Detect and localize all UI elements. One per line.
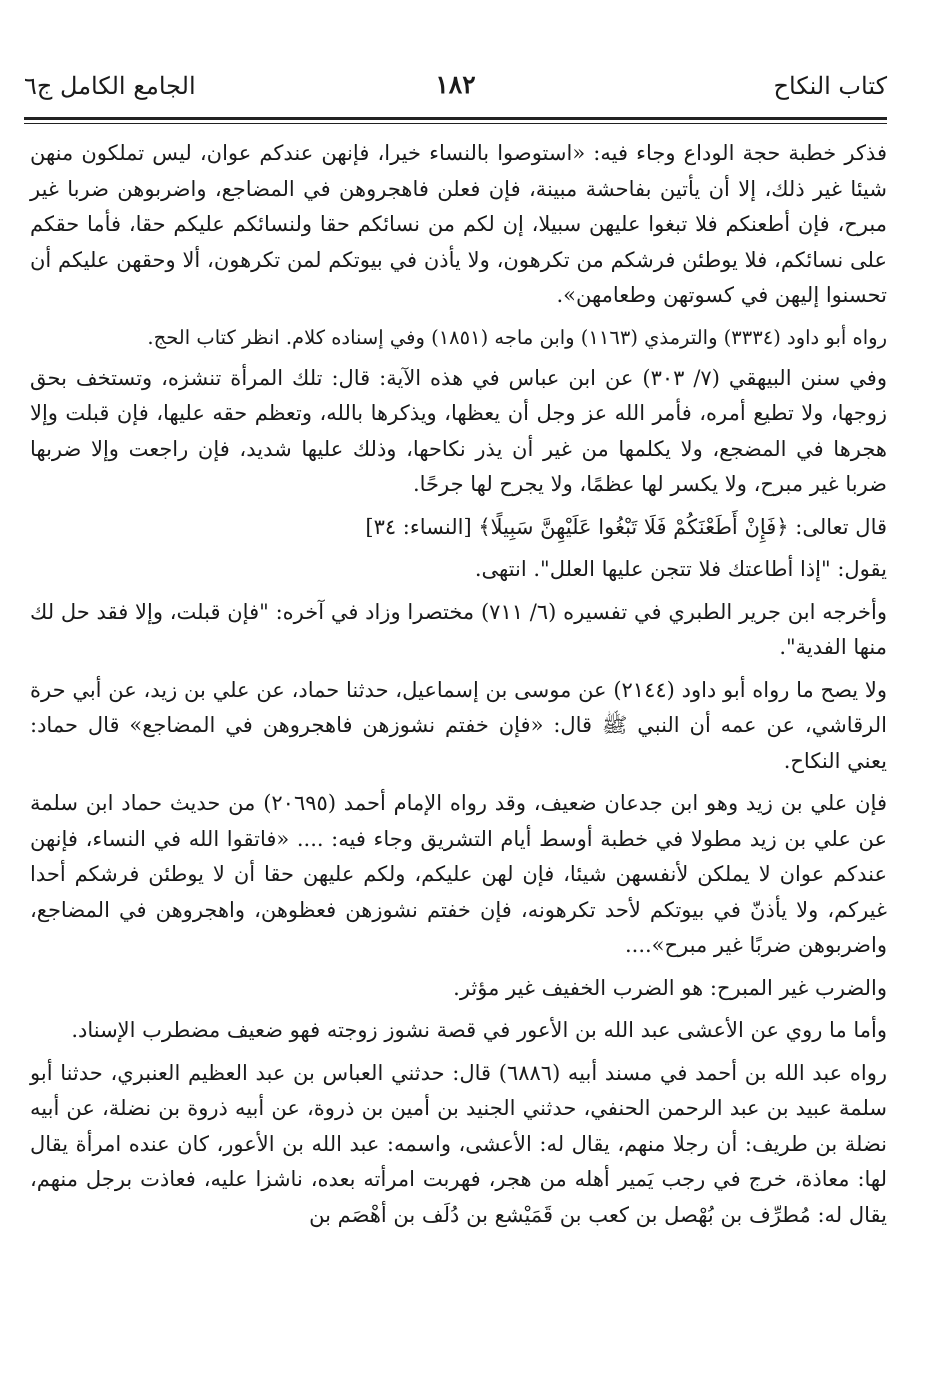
paragraph: وأخرجه ابن جرير الطبري في تفسيره (٦/ ٧١١) مختصرا وزاد في آخره: "فإن قبلت، وإلا فقد حل لك منها الفدية". <box>30 599 887 659</box>
series-title: الجامع الكامل ج٦ <box>24 72 196 100</box>
paragraph-verse: قال تعالى: ﴿فَإِنْ أَطَعْنَكُمْ فَلَا تَبْغُوا عَلَيْهِنَّ سَبِيلًا﴾ [النساء: ٣٤] <box>365 514 887 539</box>
paragraph: والضرب غير المبرح: هو الضرب الخفيف غير مؤثر. <box>453 975 887 1000</box>
header-rule-thick <box>24 117 887 120</box>
page-header <box>24 62 887 116</box>
book-title: كتاب النكاح <box>773 72 887 100</box>
paragraph: وأما ما روي عن الأعشى عبد الله بن الأعور في قصة نشوز زوجته فهو ضعيف مضطرب الإسناد. <box>71 1018 887 1042</box>
paragraph: فذكر خطبة حجة الوداع وجاء فيه: «استوصوا بالنساء خيرا، فإنهن عندكم عوان، ليس تملكون منهن شيئا غير ذلك، إلا أن يأتين بفاحشة مبينة، فإن فعلن فاهجروهن في المضاجع، واضربوهن ضربا غير مبرح، فإن أطعنكم فلا تبغوا عليهن سبيلا، إن لكم من نسائكم حقا ولنسائكم عليكم حقا، فأما حقكم على نسائكم، فلا يوطئن فرشكم من تكرهون، ولا يأذن في بيوتكم لمن تكرهون، ألا وحقهن عليكم أن تحسنوا إليهن في كسوتهن وطعامهن». <box>30 141 887 307</box>
paragraph: ولا يصح ما رواه أبو داود (٢١٤٤) عن موسى بن إسماعيل، حدثنا حماد، عن علي بن زيد، عن أبي حرة الرقاشي، عن عمه أن النبي ﷺ قال: «فإن خفتم نشوزهن فاهجروهن في المضاجع» قال حماد: يعني النكاح. <box>30 677 888 773</box>
page-body <box>30 136 887 1240</box>
header-rule-thin <box>24 123 887 124</box>
paragraph: رواه عبد الله بن أحمد في مسند أبيه (٦٨٨٦) قال: حدثني العباس بن عبد العظيم العنبري، حدثنا أبو سلمة عبيد بن عبد الرحمن الحنفي، حدثني الجنيد بن أمين بن ذروة، عن أبيه ذروة بن نضلة، عن أبيه نضلة بن طريف: أن رجلا منهم، يقال له: الأعشى، واسمه: عبد الله بن الأعور، كان عنده امرأة يقال لها: معاذة، خرج في رجب يَمير أهله من هجر، فهربت امرأته بعده، ناشزا عليه، فعاذت برجل منهم، يقال له: مُطرِّف بن بُهْصل بن كعب بن قَمَيْشع بن دُلَف بن أهْصَم بن <box>30 1060 887 1227</box>
page-number: ١٨٢ <box>435 70 476 99</box>
paragraph: وفي سنن البيهقي (٧/ ٣٠٣) عن ابن عباس في هذه الآية: قال: تلك المرأة تنشزه، وتستخف بحق زوجها، ولا تطيع أمره، فأمر الله عز وجل أن يعظها، ويذكرها بالله، وتعظم حقه عليها، فإن قبلت وإلا هجرها في المضجع، ولا يكلمها من غير أن يذر نكاحها، وذلك عليها شديد، فإن راجعت وإلا ضربها ضربا غير مبرح، ولا يكسر لها عظمًا، ولا يجرح لها جرحًا. <box>30 365 887 496</box>
paragraph: يقول: "إذا أطاعتك فلا تتجن عليها العلل". انتهى. <box>474 557 887 581</box>
paragraph: فإن علي بن زيد وهو ابن جدعان ضعيف، وقد رواه الإمام أحمد (٢٠٦٩٥) من حديث حماد ابن سلمة عن علي بن زيد مطولا في خطبة أوسط أيام التشريق وجاء فيه: .... «فاتقوا الله في النساء، فإنهن عندكم عوان لا يملكن لأنفسهن شيئا، فإن لهن عليكم، ولكم عليهن حقا أن لا يوطئن فرشكم أحدا غيركم، ولا يأذنّ في بيوتكم لأحد تكرهونه، فإن خفتم نشوزهن فعظوهن، واهجروهن في المضاجع، واضربوهن ضربًا غير مبرح».... <box>30 791 887 957</box>
paragraph-citation: رواه أبو داود (٣٣٣٤) والترمذي (١١٦٣) وابن ماجه (١٨٥١) وفي إسناده كلام. انظر كتاب الحج. <box>147 325 887 349</box>
